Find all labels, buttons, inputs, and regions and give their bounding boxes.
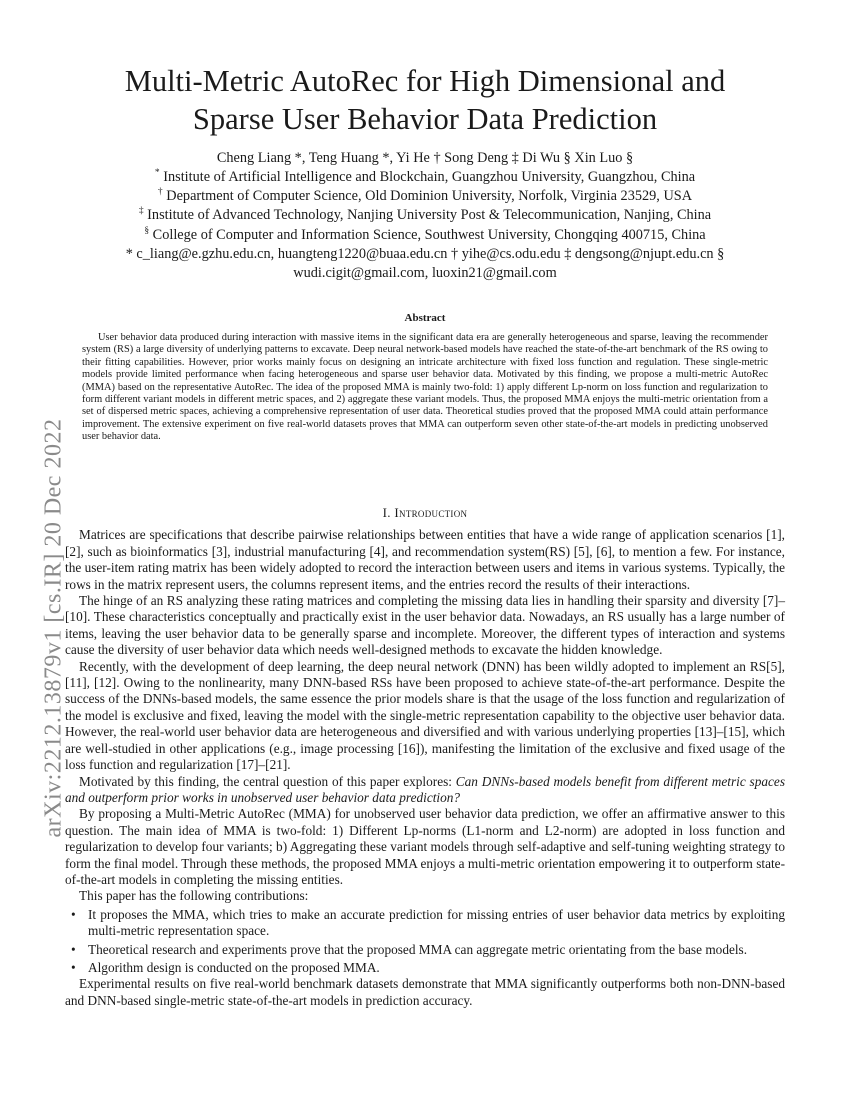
contributions-list	[65, 907, 785, 977]
section-number: I.	[382, 505, 391, 520]
affiliation-text: Institute of Artificial Intelligence and Blockchain, Guangzhou University, Guangzhou, China	[163, 169, 696, 185]
affiliation-text: Department of Computer Science, Old Dominion University, Norfolk, Virginia 23529, USA	[166, 188, 693, 205]
abstract-heading: Abstract	[404, 312, 446, 324]
list-item	[71, 907, 785, 940]
paper-header	[60, 62, 790, 283]
affiliation-mark: ‡	[138, 206, 144, 217]
affiliation-text: College of Computer and Information Science, Southwest University, Chongqing 400715, China	[152, 226, 706, 243]
affiliation-4	[60, 226, 790, 245]
list-item	[71, 942, 785, 958]
introduction-section	[65, 505, 785, 1009]
contribution-text: Algorithm design is conducted on the proposed MMA.	[88, 959, 380, 975]
section-heading	[65, 505, 785, 521]
contributions-intro: This paper has the following contributions:	[79, 888, 309, 904]
paper-title	[60, 62, 790, 138]
email-line-1: * c_liang@e.gzhu.edu.cn, huangteng1220@buaa.edu.cn † yihe@cs.odu.edu ‡ dengsong@njupt.edu.cn §	[125, 245, 725, 262]
paragraph-3: Recently, with the development of deep learning, the deep neural network (DNN) has been wildly adopted to implement an RS[5], [11], [12]. Owing to the nonlinearity, many DNN-based RSs have been proposed to achieve state-of-the-art performance. Despite the success of the DNNs-based models, the same essence the prior models share is that the usage of the loss function and regularization of the model is exclusive and fixed, leaving the model with the single-metric representation capability to the objective user behavior data. However, the real-world user behavior data are heterogeneous and diversified and with various underlying properties [13]–[15], which are well-studied in other applications (e.g., image processing [16]), manifesting the limitation of the exclusive and fixed usage of the loss function and regularization [17]–[21].	[65, 658, 785, 773]
arxiv-identifier-stamp: arXiv:2212.13879v1 [cs.IR] 20 Dec 2022	[40, 418, 67, 838]
affiliation-3	[60, 206, 790, 225]
affiliation-mark: §	[144, 225, 150, 236]
affiliation-2	[60, 187, 790, 206]
section-title: Introduction	[394, 505, 468, 520]
bullet-icon: •	[71, 906, 76, 922]
abstract-text: User behavior data produced during interaction with massive items in the significant data era are generally heterogeneous and sparse, leaving the recommender system (RS) a large diversity of underlying patterns to excavate. Deep neural network-based models have reached the state-of-the-art benchmark of the RS owing to their fitting capabilities. However, prior works mainly focus on designing an intricate architecture with fixed loss function and regulation. These single-metric models provide limited performance when facing heterogeneous and sparse user behavior data. Motivated by this finding, we propose a multi-metric AutoRec (MMA) based on the representative AutoRec. The idea of the proposed MMA is mainly two-fold: 1) apply different Lp-norm on loss function and regularization to form different variant models in different metric spaces, and 2) aggregate these variant models. Thus, the proposed MMA enjoys the multi-metric orientation from a set of dispersed metric spaces, achieving a comprehensive representation of user data. Theoretical studies proved that the proposed MMA could attain performance improvement. The extensive experiment on five real-world datasets proves that MMA can outperform seven other state-of-the-art models in predicting unobserved user behavior data.	[82, 332, 768, 443]
bullet-icon: •	[71, 941, 76, 957]
paragraph-mma: By proposing a Multi-Metric AutoRec (MMA) for unobserved user behavior data prediction, we offer an affirmative answer to this question. The main idea of MMA is two-fold: 1) Different Lp-norms (L1-norm and L2-norm) are adopted in loss function and regularization to develop four variants; b) Aggregating these variant models through self-adaptive and self-tuning weighting strategy to form the final model. Through these methods, the proposed MMA enjoys a multi-metric orientation empowering it to outperform state-of-the-art models in completing the missing entities.	[65, 806, 785, 887]
motivation-lead: Motivated by this finding, the central question of this paper explores:	[79, 773, 456, 789]
email-line-2: wudi.cigit@gmail.com, luoxin21@gmail.com	[293, 265, 557, 282]
abstract-section	[82, 312, 768, 444]
bullet-icon: •	[71, 959, 76, 975]
contribution-text: Theoretical research and experiments prove that the proposed MMA can aggregate metric orientating from the base models.	[88, 941, 748, 957]
affiliation-text: Institute of Advanced Technology, Nanjing University Post & Telecommunication, Nanjing, China	[147, 207, 712, 224]
affiliation-1	[60, 168, 790, 187]
paragraph-2: The hinge of an RS analyzing these rating matrices and completing the missing data lies in handling their sparsity and diversity [7]–[10]. These characteristics conceptually and practically exist in the user behavior data. Nowadays, an RS usually has a large number of items, leaving the user behavior data to be generally sparse and incomplete. Moreover, the different types of interaction and systems cause the diversity of user behavior data which needs well-designed methods to excavate the hidden knowledge.	[65, 593, 785, 658]
motivation-question: Can DNNs-based models benefit from different metric spaces and outperform prior works in unobserved user behavior data prediction?	[65, 773, 785, 805]
author-list: Cheng Liang *, Teng Huang *, Yi He † Song Deng ‡ Di Wu § Xin Luo §	[216, 150, 634, 166]
contribution-text: It proposes the MMA, which tries to make an accurate prediction for missing entries of user behavior data metrics by exploiting multi-metric representation space.	[88, 906, 785, 939]
paragraph-1: Matrices are specifications that describe pairwise relationships between entities that have a wide range of application scenarios [1], [2], such as bioinformatics [3], industrial manufacturing [4], and recommendation system(RS) [5], [6], to mention a few. For instance, the user-item rating matrix has been widely adopted to record the interaction between users and items in various systems. Typically, the rows in the matrix represent users, the columns represent items, and the entries record the results of their interactions.	[65, 527, 785, 592]
paragraph-closing: Experimental results on five real-world benchmark datasets demonstrate that MMA significantly outperforms both non-DNN-based and DNN-based single-metric state-of-the-art models in prediction accuracy.	[65, 976, 785, 1008]
list-item	[71, 960, 785, 976]
paragraph-motivation	[65, 774, 785, 807]
affiliation-mark: *	[154, 168, 160, 179]
affiliation-mark: †	[157, 187, 163, 198]
title-line-2: Sparse User Behavior Data Prediction	[192, 102, 658, 136]
title-line-1: Multi-Metric AutoRec for High Dimensional and	[124, 64, 726, 98]
